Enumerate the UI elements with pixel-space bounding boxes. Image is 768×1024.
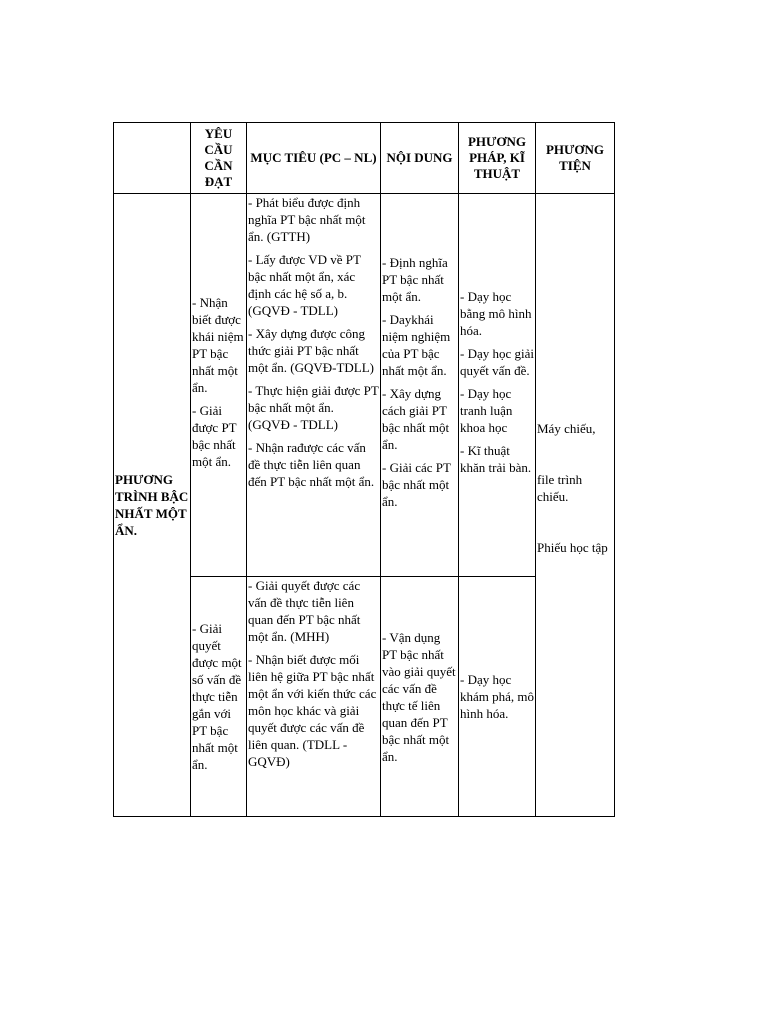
header-content: NỘI DUNG (381, 123, 459, 194)
means-cell (536, 194, 615, 817)
objective-item: - Thực hiện giải được PT bậc nhất một ẩn. (GQVĐ - TDLL) (248, 383, 379, 432)
content-item: - Daykhái niệm nghiệm của PT bậc nhất một ẩn. (382, 312, 451, 378)
objective-item: - Nhận biết được mối liên hệ giữa PT bậc nhất một ẩn với kiến thức các môn học khác và giải quyết được các vấn đề liên quan. (TDLL - GQVĐ) (248, 652, 377, 769)
content-cell: - Vận dụng PT bậc nhất vào giải quyết các vấn đề thực tế liên quan đến PT bậc nhất một ẩn. (381, 577, 459, 817)
objective-item: - Xây dựng được công thức giải PT bậc nhất một ẩn. (GQVĐ-TDLL) (248, 326, 374, 375)
topic-cell: PHƯƠNG TRÌNH BẬC NHẤT MỘT ẨN. (114, 194, 191, 817)
header-objective: MỤC TIÊU (PC – NL) (247, 123, 381, 194)
header-empty (114, 123, 191, 194)
requirement-cell: - Giải quyết được một số vấn đề thực tiễn gắn với PT bậc nhất một ẩn. (191, 577, 247, 817)
objective-item: - Giải quyết được các vấn đề thực tiễn liên quan đến PT bậc nhất một ẩn. (MHH) (248, 578, 361, 644)
method-item: - Dạy học tranh luận khoa học (460, 386, 513, 435)
objective-item: - Nhận rađược các vấn đề thực tiễn liên quan đến PT bậc nhất một ẩn. (248, 440, 375, 489)
method-cell (459, 194, 536, 577)
method-item: - Kĩ thuật khăn trải bàn. (460, 443, 532, 475)
means-item: Phiếu học tập (537, 540, 608, 555)
requirement-cell (191, 194, 247, 577)
objective-cell (247, 194, 381, 577)
lesson-plan-table (113, 122, 615, 817)
method-item: - Dạy học bằng mô hình hóa. (460, 289, 532, 338)
header-means: PHƯƠNG TIỆN (536, 123, 615, 194)
table-row (114, 194, 615, 577)
header-requirement: YÊU CẦU CẦN ĐẠT (191, 123, 247, 194)
objective-item: - Lấy được VD về PT bậc nhất một ẩn, xác định các hệ số a, b. (GQVĐ - TDLL) (248, 252, 361, 318)
header-method: PHƯƠNG PHÁP, KĨ THUẬT (459, 123, 536, 194)
requirement-item: - Nhận biết được khái niệm PT bậc nhất một ẩn. (192, 295, 244, 395)
header-row (114, 123, 615, 194)
content-item: - Định nghĩa PT bậc nhất một ẩn. (382, 255, 448, 304)
content-item: - Xây dựng cách giải PT bậc nhất một ẩn. (382, 386, 450, 452)
content-item: - Giải các PT bậc nhất một ẩn. (382, 460, 451, 509)
method-item: - Dạy học giải quyết vấn đề. (460, 346, 535, 378)
objective-item: - Phát biểu được định nghĩa PT bậc nhất một ẩn. (GTTH) (248, 195, 366, 244)
means-item: Máy chiếu, (537, 421, 596, 436)
content-cell (381, 194, 459, 577)
objective-cell (247, 577, 381, 817)
requirement-item: - Giải được PT bậc nhất một ẩn. (192, 403, 237, 469)
means-item: file trình chiếu. (537, 472, 583, 504)
method-cell: - Dạy học khám phá, mô hình hóa. (459, 577, 536, 817)
